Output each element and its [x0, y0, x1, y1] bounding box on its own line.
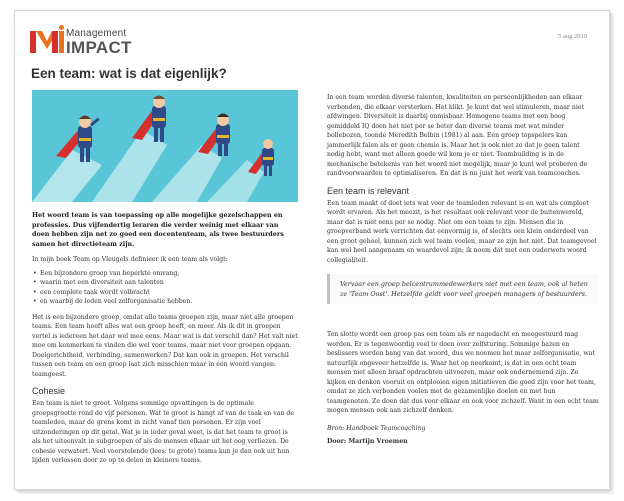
body-paragraph: Het is een bijzondere groep, omdat alle teams groepen zijn, maar niet alle groepen teams. Een team heeft alles wat een groep heeft, en meer. Als ik dit in groepen vertel is iedereen het daar wel mee eens. Maar wat is dat verschil dan? Het valt niet mee om kenmerken te vinden die wel voor teams, maar niet voor groepen opgaan. Doelgerichtheid, verbinding, samenwerken? Dat kan ook in groepen. Het verschil tussen een team en een groep laat zich misschien maar in één woord vangen: teamgeest.	[32, 313, 298, 378]
source-credit: Bron: Handboek Teamcoaching	[327, 424, 426, 432]
author-credit: Door: Martijn Vroemen	[327, 438, 408, 445]
body-paragraph: Een team is niet te groot. Volgens sommige opvattingen is de optimale groepsgrootte rond de vijf personen. Wat te groot is hangt af van de taak en van de teamleden, maar de grens komt in zicht vanaf tien personen. Er zijn veel uitzonderingen op dit getal. Wat je in ieder geval weet, is dat het team te groot is als het uiteenvalt in subgroepen of als de mensen elkaar uit het oog verliezen. De cohesie verwatert. Veel voorstelende (lees: te grote) teams kun je dan ook uit hun lijden verlossen door ze op te delen in kleinere teams.	[32, 400, 295, 464]
section-heading-relevant: Een team is relevant	[327, 185, 410, 196]
mi-logo-icon	[30, 25, 64, 53]
brand-logo[interactable]	[30, 21, 170, 61]
pull-quote-text: Vervaar een groep belcentrummedewerkers niet met een team, ook al heten ze 'Team Oost'. Hetzelfde geldt voor veel groepen managers of bestuurders.	[340, 280, 588, 298]
article-page	[14, 10, 610, 490]
brand-wordmark	[66, 29, 132, 57]
list-item: • en waarbij de leden veel zelforganisatie hebben.	[32, 297, 298, 307]
list-item: • Een bijzondere groep van beperkte omvang,	[32, 269, 298, 279]
list-item: • waarin met een diversiteit aan talenten	[32, 278, 298, 288]
page-title: Een team: wat is dat eigenlijk?	[31, 66, 227, 81]
hero-image	[32, 90, 298, 202]
brand-line-1: Management	[66, 28, 127, 39]
section-heading-cohesie: Cohesie	[32, 386, 66, 396]
body-paragraph: Ten slotte wordt een groep pas een team als er nagedacht en meegestuurd mag worden. Er is tegenwoordig veel te doen over zelfsturing. Sommige bazen en beslissers worden bang van dat woord, dus we noemen het maar zelforganisatie, wat natuurlijk ongeveer hetzelfde is. Waar het op neerkomt, is dat in een echt team mensen niet alleen braaf opdrachten uitvoeren, maar ook ondernemend zijn. Ze kijken en denken vooruit en ontplooien eigen initiatieven die goed zijn voor het team, omdat ze zich verbonden voelen met de gezamenlijke doelen en met hun teamgenoten. Ze doen dat dus voor elkaar en ook voor zichzelf. Want in een echt team mogen mensen ook aan zichzelf denken.	[327, 331, 599, 414]
left-column	[32, 211, 298, 466]
list-item: • een complete taak wordt volbracht	[32, 288, 298, 298]
pull-quote	[327, 274, 599, 304]
definition-list	[32, 269, 298, 307]
publish-date: 5 aug 2019	[558, 33, 587, 40]
flying-superheroes-illustration-icon	[32, 90, 298, 202]
right-column	[327, 93, 599, 447]
intro-paragraph: In mijn boek Team op Vleugels definieer ik een team als volgt:	[32, 256, 228, 263]
lead-paragraph: Het woord team is van toepassing op alle mogelijke gezelschappen en professies. Dus vijfendertig leraren die verder weinig met elkaar van doen hebben zijn net zo goed een docententeam, als twee bestuurders samen het directieteam zijn.	[32, 211, 284, 248]
body-paragraph: In een team worden diverse talenten, kwaliteiten en persoonlijkheden aan elkaar verbonden, die elkaar versterken. Het klikt. Je kunt dat wel stimuleren, maar niet afdwingen. Diversiteit is daarbij onmisbaar. Homogene teams met een hoog gemiddeld IQ doen het niet per se beter dan diverse teams met wat minder bollebozen, toonde Meredith Belbin (1981) al aan. Een groep topspelers kan jammerlijk falen als er geen chemie is. Maar het is ook niet zo dat je geen talent nodig hebt, want met alleen goede wil kom je er niet. Teambuilding is in de mechanische betekenis van het woord niet mogelijk, maar je kunt wel proberen de randvoorwaarden te optimaliseren. En dat is nu juist het werk van teamcoaches.	[327, 94, 588, 177]
brand-line-2: IMPACT	[66, 38, 132, 57]
body-paragraph: Een team maakt of doet iets wat voor de teamleden relevant is en wat als compleet wordt ervaren. Als het meezit, is het resultaat ook relevant voor de buitenwereld, maar dat is niet eens per se nodig. Niet om een team te zijn. Mensen die in groepverband werk verrichten dat eenvormig is, of slechts een klein onderdeel van een groot geheel, kunnen zich wel team voelen, maar ze zijn het niet. Dat teamgevoel kan wel heel aangenaam en waardevol zijn; ik noem dat met een ouderwets woord collegialiteit.	[327, 199, 597, 264]
